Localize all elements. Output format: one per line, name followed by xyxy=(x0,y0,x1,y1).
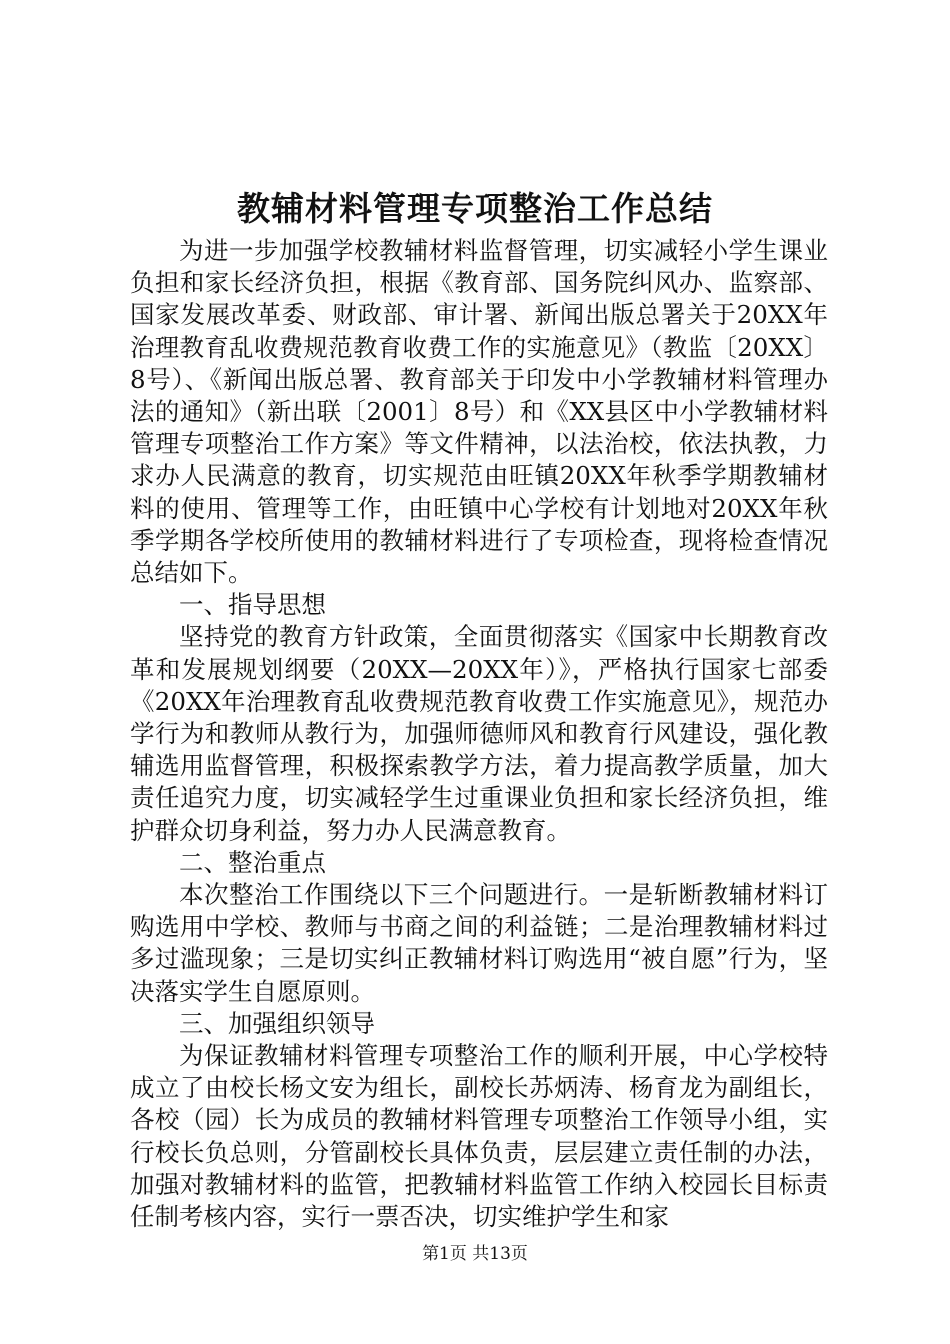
document-body xyxy=(130,235,828,1233)
section-heading-guiding-ideology: 一、指导思想 xyxy=(179,590,326,620)
section-heading-key-points: 二、整治重点 xyxy=(179,847,326,877)
document-title: 教辅材料管理专项整治工作总结 xyxy=(237,189,713,228)
page-number: 第1页 共13页 xyxy=(422,1244,528,1264)
intro-paragraph: 为进一步加强学校教辅材料监督管理，切实减轻小学生课业负担和家长经济负担，根据《教育部、国务院纠风办、监察部、国家发展改革委、财政部、审计署、新闻出版总署关于20XX年治理教育乱收费规范教育收费工作的实施意见》（教监〔20XX〕8号）、《新闻出版总署、教育部关于印发中小学教辅材料管理办法的通知》（新出联〔2001〕8号）和《XX县区中小学教辅材料管理专项整治工作方案》等文件精神，以法治校，依法执教，力求办人民满意的教育，切实规范由旺镇20XX年秋季学期教辅材料的使用、管理等工作，由旺镇中心学校有计划地对20XX年秋季学期各学校所使用的教辅材料进行了专项检查，现将检查情况总结如下。 xyxy=(130,236,828,588)
section-paragraph-key-points: 本次整治工作围绕以下三个问题进行。一是斩断教辅材料订购选用中学校、教师与书商之间的利益链；二是治理教辅材料过多过滥现象；三是切实纠正教辅材料订购选用“被自愿”行为，坚决落实学生自愿原则。 xyxy=(130,880,828,1006)
section-paragraph-guiding-ideology: 坚持党的教育方针政策，全面贯彻落实《国家中长期教育改革和发展规划纲要（20XX—20XX年）》，严格执行国家七部委《20XX年治理教育乱收费规范教育收费工作实施意见》，规范办学行为和教师从教行为，加强师德师风和教育行风建设，强化教辅选用监督管理，积极探索教学方法，着力提高教学质量，加大责任追究力度，切实减轻学生过重课业负担和家长经济负担，维护群众切身利益，努力办人民满意教育。 xyxy=(130,622,828,845)
section-heading-leadership: 三、加强组织领导 xyxy=(179,1008,375,1038)
section-paragraph-leadership: 为保证教辅材料管理专项整治工作的顺利开展，中心学校特成立了由校长杨文安为组长，副校长苏炳涛、杨育龙为副组长，各校（园）长为成员的教辅材料管理专项整治工作领导小组，实行校长负总则，分管副校长具体负责，层层建立责任制的办法，加强对教辅材料的监管，把教辅材料监管工作纳入校园长目标责任制考核内容，实行一票否决，切实维护学生和家 xyxy=(130,1041,828,1232)
